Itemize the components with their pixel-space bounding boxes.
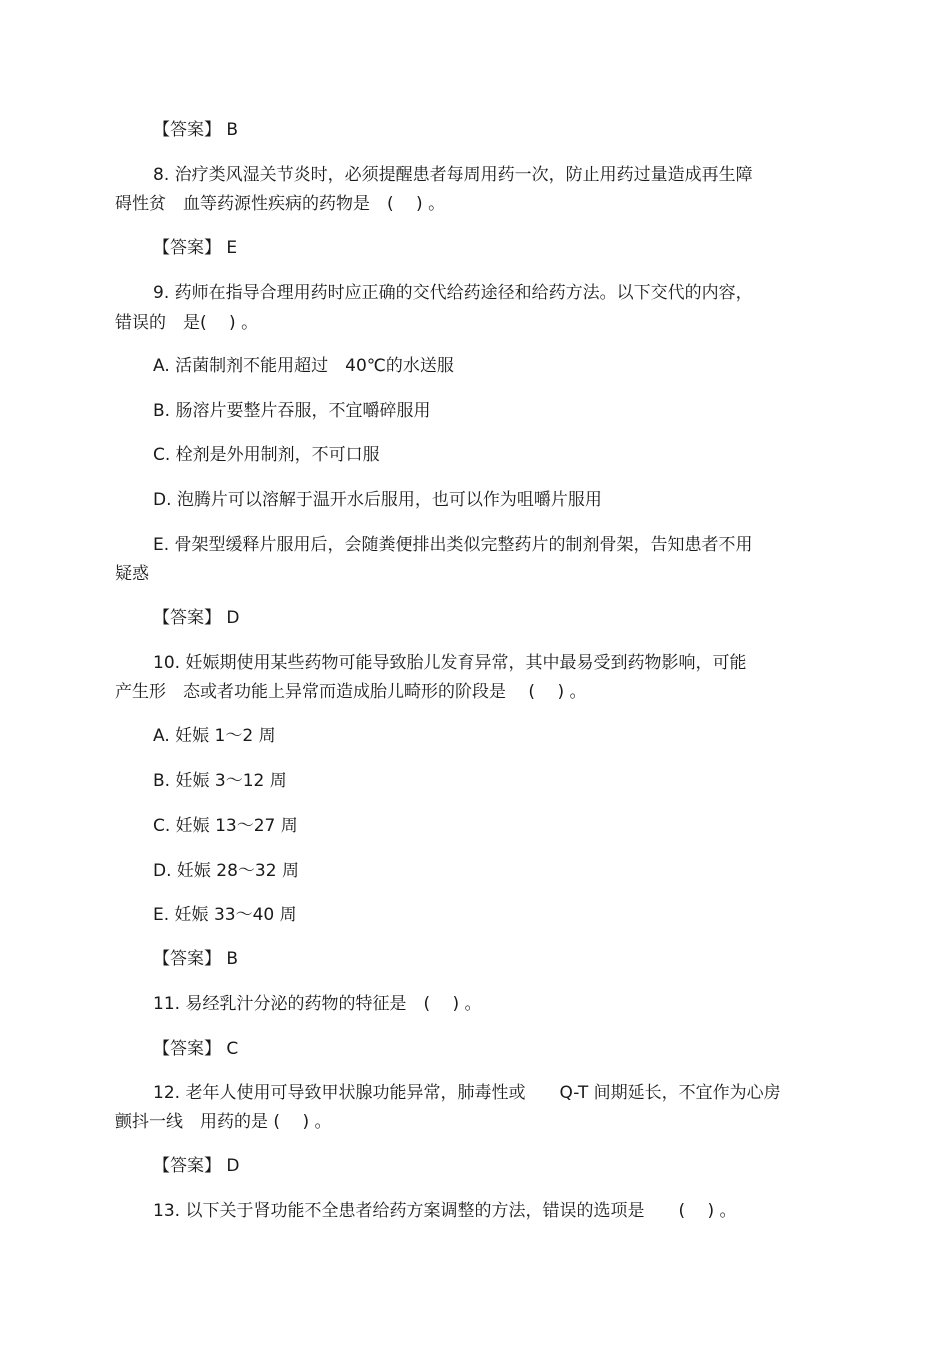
question-line: 产生形 态或者功能上异常而造成胎儿畸形的阶段是 ( ) 。 [115,682,587,702]
option-b: B. 肠溶片要整片吞服，不宜嚼碎服用 [153,401,431,421]
answer-line: 【答案】 B [153,120,239,140]
option-c: C. 妊娠 13～27 周 [153,816,298,836]
option-line: E. 骨架型缓释片服用后，会随粪便排出类似完整药片的制剂骨架，告知患者不用 [153,535,753,555]
question-line: 8. 治疗类风湿关节炎时，必须提醒患者每周用药一次，防止用药过量造成再生障 [153,165,753,185]
answer-line: 【答案】 E [153,238,238,258]
question-line: 错误的 是( ) 。 [115,313,259,333]
answer-line: 【答案】 D [153,1156,240,1176]
answer-line: 【答案】 D [153,608,240,628]
option-e: E. 妊娠 33～40 周 [153,905,297,925]
question-line: 碍性贫 血等药源性疾病的药物是 ( ) 。 [115,194,446,214]
option-c: C. 栓剂是外用制剂，不可口服 [153,445,380,465]
option-d: D. 泡腾片可以溶解于温开水后服用，也可以作为咀嚼片服用 [153,490,602,510]
option-a: A. 活菌制剂不能用超过 40℃的水送服 [153,356,454,376]
question-line: 颤抖一线 用药的是 ( ) 。 [115,1112,332,1132]
question-line: 9. 药师在指导合理用药时应正确的交代给药途径和给药方法。以下交代的内容， [153,283,753,303]
answer-line: 【答案】 B [153,949,239,969]
question-13: 13. 以下关于肾功能不全患者给药方案调整的方法，错误的选项是 ( ) 。 [153,1201,737,1221]
option-d: D. 妊娠 28～32 周 [153,861,299,881]
option-b: B. 妊娠 3～12 周 [153,771,287,791]
answer-line: 【答案】 C [153,1039,239,1059]
option-line: 疑惑 [115,564,149,584]
option-a: A. 妊娠 1～2 周 [153,726,276,746]
question-11: 11. 易经乳汁分泌的药物的特征是 ( ) 。 [153,994,482,1014]
question-line: 10. 妊娠期使用某些药物可能导致胎儿发育异常，其中最易受到药物影响，可能 [153,653,747,673]
question-line: 12. 老年人使用可导致甲状腺功能异常，肺毒性或 Q-T 间期延长，不宜作为心房 [153,1083,781,1103]
